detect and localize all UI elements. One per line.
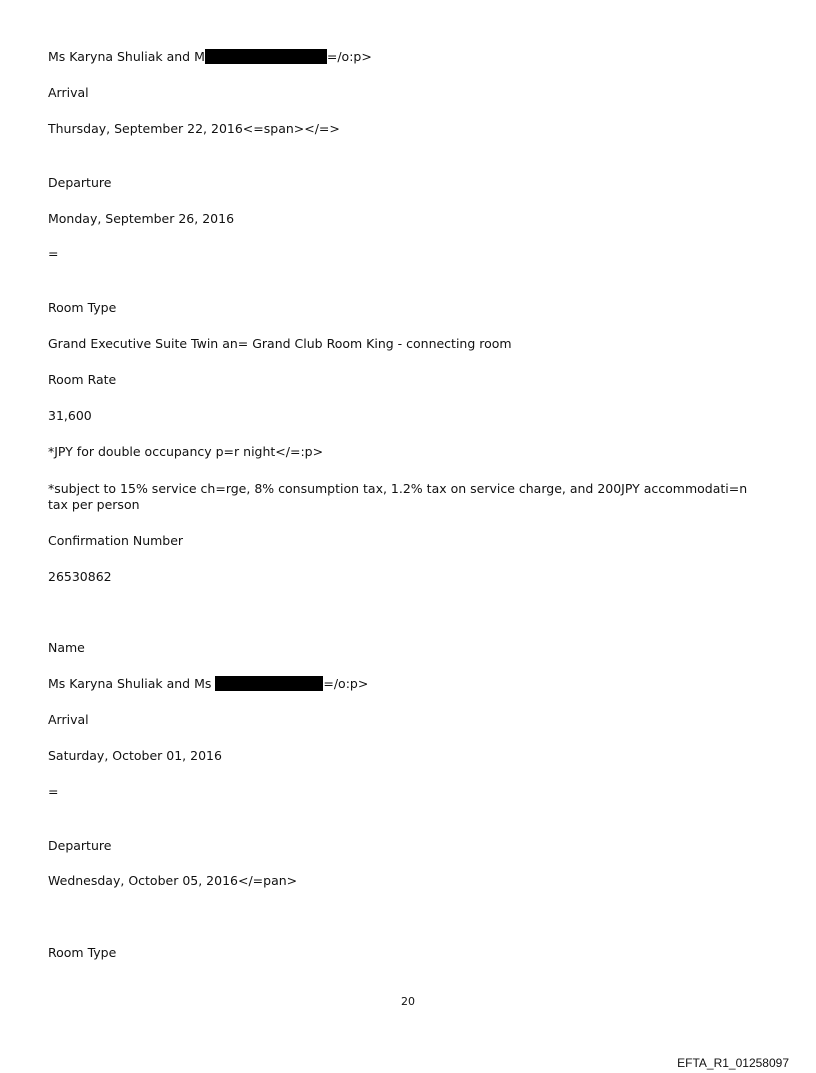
- document-id: EFTA_R1_01258097: [677, 1056, 789, 1070]
- guest-names-text: Ms Karyna Shuliak and Ms: [48, 676, 212, 691]
- markup-artifact: =/o:p>: [323, 676, 369, 691]
- redaction-box: [215, 676, 323, 691]
- room-type-label: Room Type: [48, 945, 117, 960]
- confirmation-label: Confirmation Number: [48, 533, 184, 548]
- departure-date: Monday, September 26, 2016: [48, 211, 235, 226]
- departure-label: Departure: [48, 175, 112, 190]
- arrival-date: Thursday, September 22, 2016<=span></=>: [48, 121, 340, 136]
- guest-names-text: Ms Karyna Shuliak and M: [48, 49, 205, 64]
- guest-names-line-1: [48, 49, 372, 65]
- name-label: Name: [48, 640, 85, 655]
- departure-label: Departure: [48, 838, 112, 853]
- room-type-value: Grand Executive Suite Twin an= Grand Club Room King - connecting room: [48, 336, 512, 351]
- arrival-label: Arrival: [48, 712, 89, 727]
- room-type-label: Room Type: [48, 300, 117, 315]
- separator-char: =: [48, 246, 59, 261]
- separator-char: =: [48, 784, 59, 799]
- tax-note: *subject to 15% service ch=rge, 8% consumption tax, 1.2% tax on service charge, and 200JPY accommodati=n tax per person: [48, 481, 748, 512]
- markup-artifact: =/o:p>: [326, 49, 372, 64]
- room-rate-label: Room Rate: [48, 372, 117, 387]
- room-rate-value: 31,600: [48, 408, 92, 423]
- rate-note: *JPY for double occupancy p=r night</=:p>: [48, 444, 324, 459]
- arrival-label: Arrival: [48, 85, 89, 100]
- guest-names-line-2: [48, 676, 368, 692]
- departure-date: Wednesday, October 05, 2016</=pan>: [48, 873, 298, 888]
- redaction-box: [205, 49, 327, 64]
- arrival-date: Saturday, October 01, 2016: [48, 748, 222, 763]
- page-number: 20: [401, 995, 415, 1008]
- confirmation-number: 26530862: [48, 569, 112, 584]
